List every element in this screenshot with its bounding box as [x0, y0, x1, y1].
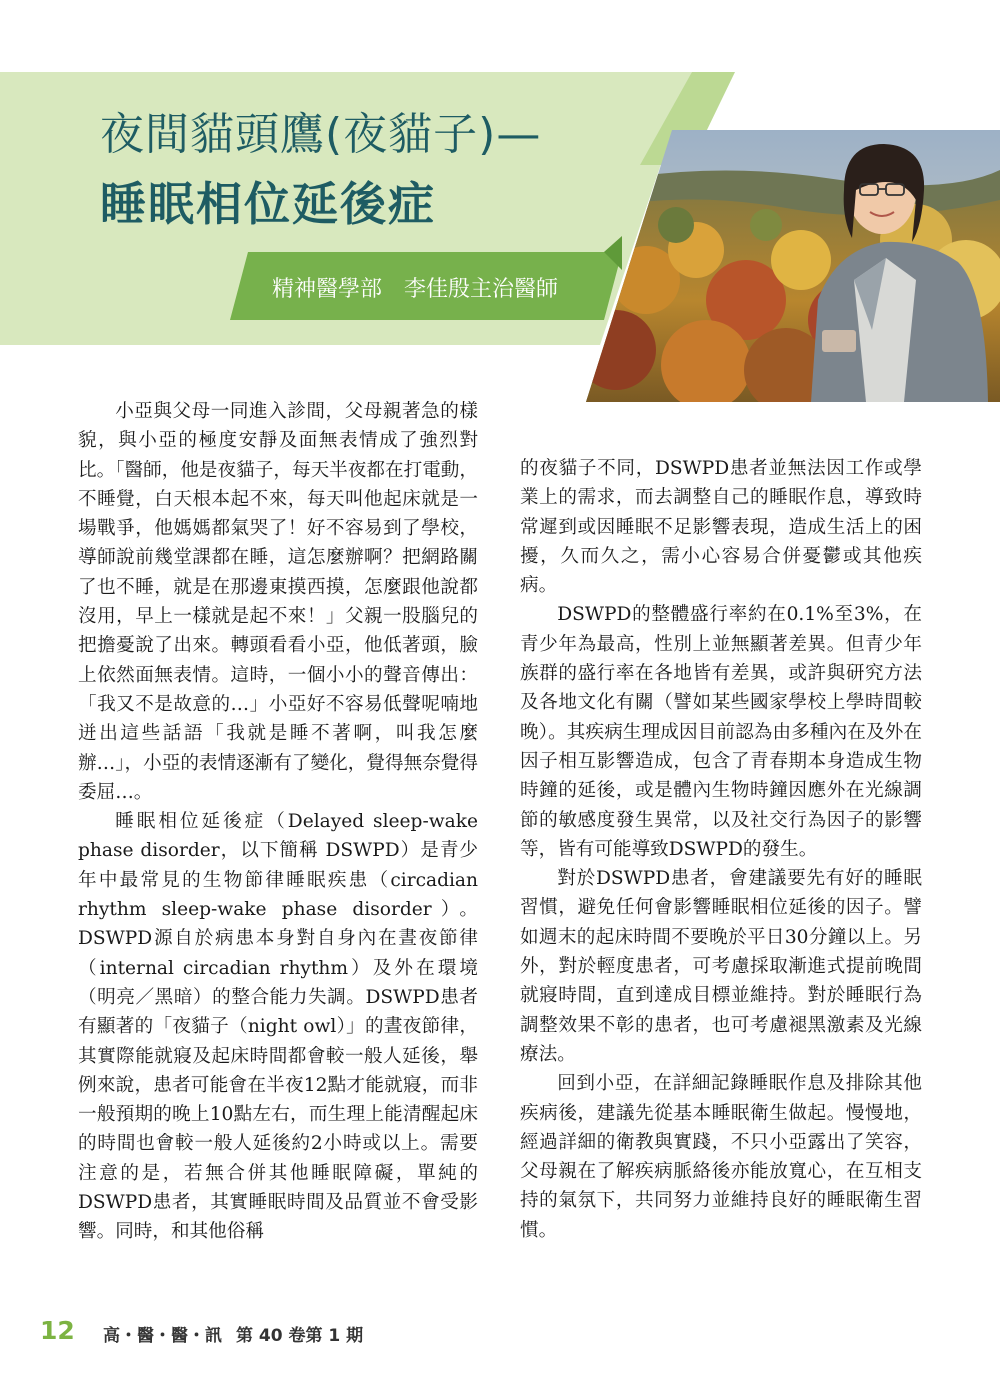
article-paragraph: DSWPD的整體盛行率約在0.1%至3%，在青少年為最高，性別上並無顯著差異。但青少年族群的盛行率在各地皆有差異，或許與研究方法及各地文化有關（譬如某些國家學校上學時間較晚）。其疾病生理成因目前認為由多種內在及外在因子相互影響造成，包含了青春期本身造成生物時鐘的延後，或是體內生物時鐘因應外在光線調節的敏感度發生異常，以及社交行為因子的影響等，皆有可能導致DSWPD的發生。	[520, 604, 922, 860]
portrait-photo	[586, 130, 1000, 402]
author-department: 精神醫學部	[272, 277, 383, 302]
article-paragraph: 對於DSWPD患者，會建議要先有好的睡眠習慣，避免任何會影響睡眠相位延後的因子。譬如週末的起床時間不要晚於平日30分鐘以上。另外，對於輕度患者，可考慮採取漸進式提前晚間就寢時間，直到達成目標並維持。對於睡眠行為調整效果不彰的患者，也可考慮褪黑激素及光線療法。	[520, 868, 922, 1065]
article-column-right	[520, 454, 922, 1245]
article-paragraph: 睡眠相位延後症（Delayed sleep-wake phase disorder，以下簡稱 DSWPD）是青少年中最常見的生物節律睡眠疾患（circadian rhythm sleep-wake phase disorder）。DSWPD源自於病患本身對自身內在晝夜節律（internal circadian rhythm）及外在環境（明亮／黑暗）的整合能力失調。DSWPD患者有顯著的「夜貓子（night owl）」的晝夜節律，其實際能就寢及起床時間都會較一般人延後，舉例來說，患者可能會在半夜12點才能就寢，而非一般預期的晚上10點左右，而生理上能清醒起床的時間也會較一般人延後約2小時或以上。需要注意的是，若無合併其他睡眠障礙，單純的DSWPD患者，其實睡眠時間及品質並不會受影響。同時，和其他俗稱	[78, 811, 478, 1243]
journal-footer	[103, 1321, 363, 1346]
article-paragraph: 小亞與父母一同進入診間，父母親著急的樣貌，與小亞的極度安靜及面無表情成了強烈對比。「醫師，他是夜貓子，每天半夜都在打電動，不睡覺，白天根本起不來，每天叫他起床就是一場戰爭，他媽媽都氣哭了！好不容易到了學校，導師說前幾堂課都在睡，這怎麼辦啊？把網路關了也不睡，就是在那邊東摸西摸，怎麼跟他說都沒用，早上一樣就是起不來！」父親一股腦兒的把擔憂說了出來。轉頭看看小亞，他低著頭，臉上依然面無表情。這時，一個小小的聲音傳出：「我又不是故意的…」小亞好不容易低聲呢喃地迸出這些話語「我就是睡不著啊，叫我怎麼辦…」，小亞的表情逐漸有了變化，覺得無奈覺得委屈…。	[78, 401, 478, 803]
article-title-line1: 夜間貓頭鷹(夜貓子)—	[100, 109, 542, 160]
page-number: 12	[40, 1316, 75, 1345]
author-name: 李佳殷主治醫師	[404, 277, 559, 302]
journal-title: 高・醫・醫・訊	[103, 1326, 222, 1346]
article-title-line2: 睡眠相位延後症	[100, 177, 436, 231]
journal-issue: 第 40 卷第 1 期	[236, 1326, 364, 1346]
author-byline	[272, 272, 580, 303]
article-column-left	[78, 397, 478, 1247]
article-paragraph: 回到小亞，在詳細記錄睡眠作息及排除其他疾病後，建議先從基本睡眠衛生做起。慢慢地，經過詳細的衛教與實踐，不只小亞露出了笑容，父母親在了解疾病脈絡後亦能放寬心，在互相支持的氣氛下，共同努力並維持良好的睡眠衛生習慣。	[520, 1073, 922, 1241]
article-paragraph-continued: 的夜貓子不同，DSWPD患者並無法因工作或學業上的需求，而去調整自己的睡眠作息，導致時常遲到或因睡眠不足影響表現，造成生活上的困擾，久而久之，需小心容易合併憂鬱或其他疾病。	[520, 458, 922, 597]
